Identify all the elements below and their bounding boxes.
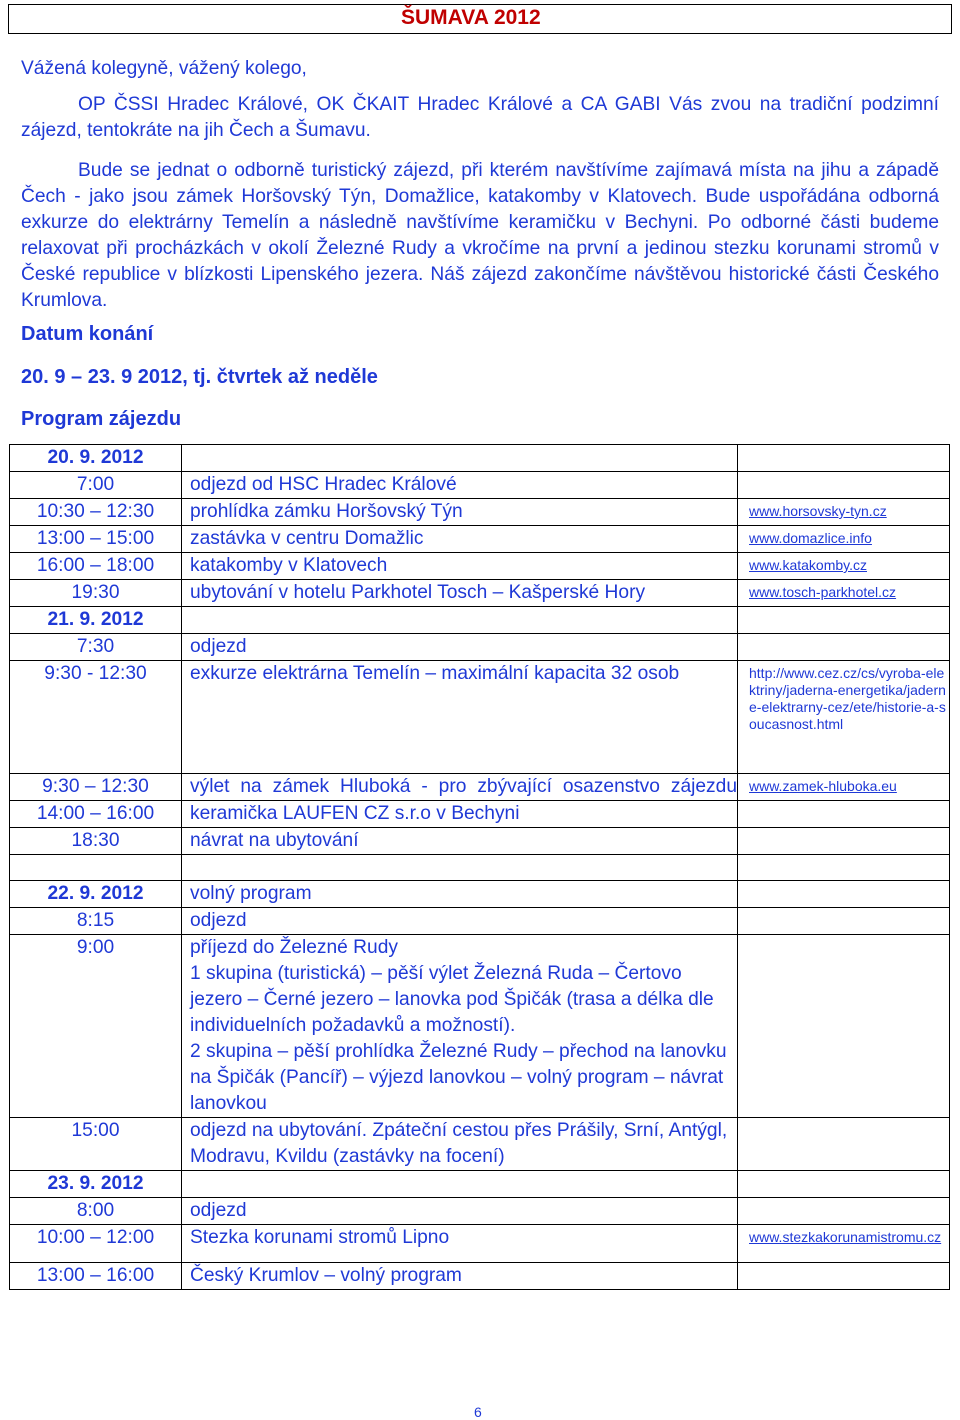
title-box <box>8 4 952 34</box>
day-date: 21. 9. 2012 <box>10 607 182 634</box>
row-desc: příjezd do Železné Rudy <box>190 937 398 958</box>
row-desc <box>182 1171 738 1198</box>
table-row <box>10 499 950 526</box>
row-desc: návrat na ubytování <box>182 828 738 855</box>
date-value: 20. 9 – 23. 9 2012, tj. čtvrtek až neděle <box>21 366 378 388</box>
table-row <box>10 1171 950 1198</box>
row-desc <box>182 855 738 881</box>
table-row <box>10 881 950 908</box>
row-time: 16:00 – 18:00 <box>10 553 182 580</box>
row-desc: prohlídka zámku Horšovský Týn <box>182 499 738 526</box>
web-link[interactable]: www.tosch-parkhotel.cz <box>749 584 897 600</box>
row-time: 9:00 <box>10 935 182 1118</box>
group-2-desc: 2 skupina – pěší prohlídka Železné Rudy – přechod na lanovku na Špičák (Pancíř) – výjezd lanovkou – volný program – návrat lanovkou <box>190 1041 727 1114</box>
program-table <box>9 444 950 1290</box>
table-row <box>10 801 950 828</box>
web-link[interactable]: www.horsovsky-tyn.cz <box>749 503 887 519</box>
web-link[interactable]: http://www.cez.cz/cs/vyroba-elektriny/jaderna-energetika/jaderne-elektrarny-cez/ete/historie-a-soucasnost.html <box>749 665 946 732</box>
table-row <box>10 661 950 774</box>
table-row <box>10 908 950 935</box>
intro-paragraph-1: OP ČSSI Hradec Králové, OK ČKAIT Hradec Králové a CA GABI Vás zvou na tradiční podzimní zájezd, tentokráte na jih Čech a Šumavu. <box>21 94 939 141</box>
table-row <box>10 774 950 801</box>
table-row <box>10 472 950 499</box>
web-link[interactable]: www.domazlice.info <box>749 530 872 546</box>
row-time: 8:00 <box>10 1198 182 1225</box>
row-desc <box>182 607 738 634</box>
row-desc <box>182 445 738 472</box>
row-time: 7:30 <box>10 634 182 661</box>
document-title: ŠUMAVA 2012 <box>401 6 541 29</box>
table-row <box>10 445 950 472</box>
program-heading: Program zájezdu <box>21 408 182 430</box>
row-time: 7:00 <box>10 472 182 499</box>
row-time: 13:00 – 15:00 <box>10 526 182 553</box>
web-link[interactable]: www.zamek-hluboka.eu <box>749 778 897 794</box>
row-desc: odjezd od HSC Hradec Králové <box>182 472 738 499</box>
row-desc: odjezd <box>182 908 738 935</box>
row-time: 13:00 – 16:00 <box>10 1263 182 1290</box>
table-row <box>10 935 950 1118</box>
row-desc: volný program <box>182 881 738 908</box>
row-desc: odjezd <box>182 634 738 661</box>
row-time: 15:00 <box>10 1118 182 1171</box>
row-desc: ubytování v hotelu Parkhotel Tosch – Kašperské Hory <box>182 580 738 607</box>
row-time: 9:30 - 12:30 <box>10 661 182 774</box>
row-time: 19:30 <box>10 580 182 607</box>
table-row <box>10 607 950 634</box>
row-desc: katakomby v Klatovech <box>182 553 738 580</box>
row-desc: exkurze elektrárna Temelín – maximální kapacita 32 osob <box>182 661 738 774</box>
row-time: 9:30 – 12:30 <box>10 774 182 801</box>
web-link[interactable]: www.stezkakorunamistromu.cz <box>749 1229 942 1245</box>
row-desc: odjezd <box>182 1198 738 1225</box>
row-desc: Český Krumlov – volný program <box>182 1263 738 1290</box>
table-row <box>10 1198 950 1225</box>
date-heading: Datum konání <box>21 323 154 345</box>
table-row <box>10 828 950 855</box>
row-time: 8:15 <box>10 908 182 935</box>
row-desc: výlet na zámek Hluboká - pro zbývající osazenstvo zájezdu <box>182 774 738 801</box>
group-1-desc: 1 skupina (turistická) – pěší výlet Železná Ruda – Čertovo jezero – Černé jezero – lanovka pod Špičák (trasa a délka dle individuelních požadavků a možností). <box>190 963 714 1036</box>
row-time: 18:30 <box>10 828 182 855</box>
row-desc: keramička LAUFEN CZ s.r.o v Bechyni <box>182 801 738 828</box>
table-row <box>10 526 950 553</box>
intro-paragraph-2: Bude se jednat o odborně turistický zájezd, při kterém navštívíme zajímavá místa na jihu a západě Čech - jako jsou zámek Horšovský Týn, Domažlice, katakomby v Klatovech. Bude uspořádána odborná exkurze do elektrárny Temelín a následně navštívíme keramičku v Bechyni. Po odborné části budeme relaxovat při procházkách v okolí Železné Rudy a vkročíme na první a jedinou stezku korunami stromů v České republice v blízkosti Lipenského jezera. Náš zájezd zakončíme návštěvou historické části Českého Krumlova. <box>21 160 939 311</box>
row-time: 14:00 – 16:00 <box>10 801 182 828</box>
table-row <box>10 855 950 881</box>
greeting: Vážená kolegyně, vážený kolego, <box>21 58 307 79</box>
table-row <box>10 553 950 580</box>
day-date: 22. 9. 2012 <box>10 881 182 908</box>
web-link[interactable]: www.katakomby.cz <box>749 557 867 573</box>
day-date: 23. 9. 2012 <box>10 1171 182 1198</box>
table-row <box>10 1225 950 1263</box>
table-row <box>10 580 950 607</box>
row-time: 10:30 – 12:30 <box>10 499 182 526</box>
table-row <box>10 1118 950 1171</box>
table-row <box>10 634 950 661</box>
row-desc: odjezd na ubytování. Zpáteční cestou přes Prášily, Srní, Antýgl, Modravu, Kvildu (zastávky na focení) <box>182 1118 738 1171</box>
table-row <box>10 1263 950 1290</box>
row-desc: Stezka korunami stromů Lipno <box>182 1225 738 1263</box>
row-time: 10:00 – 12:00 <box>10 1225 182 1263</box>
row-time <box>10 855 182 881</box>
row-desc: zastávka v centru Domažlic <box>182 526 738 553</box>
page-number: 6 <box>474 1404 482 1420</box>
day-date: 20. 9. 2012 <box>10 445 182 472</box>
